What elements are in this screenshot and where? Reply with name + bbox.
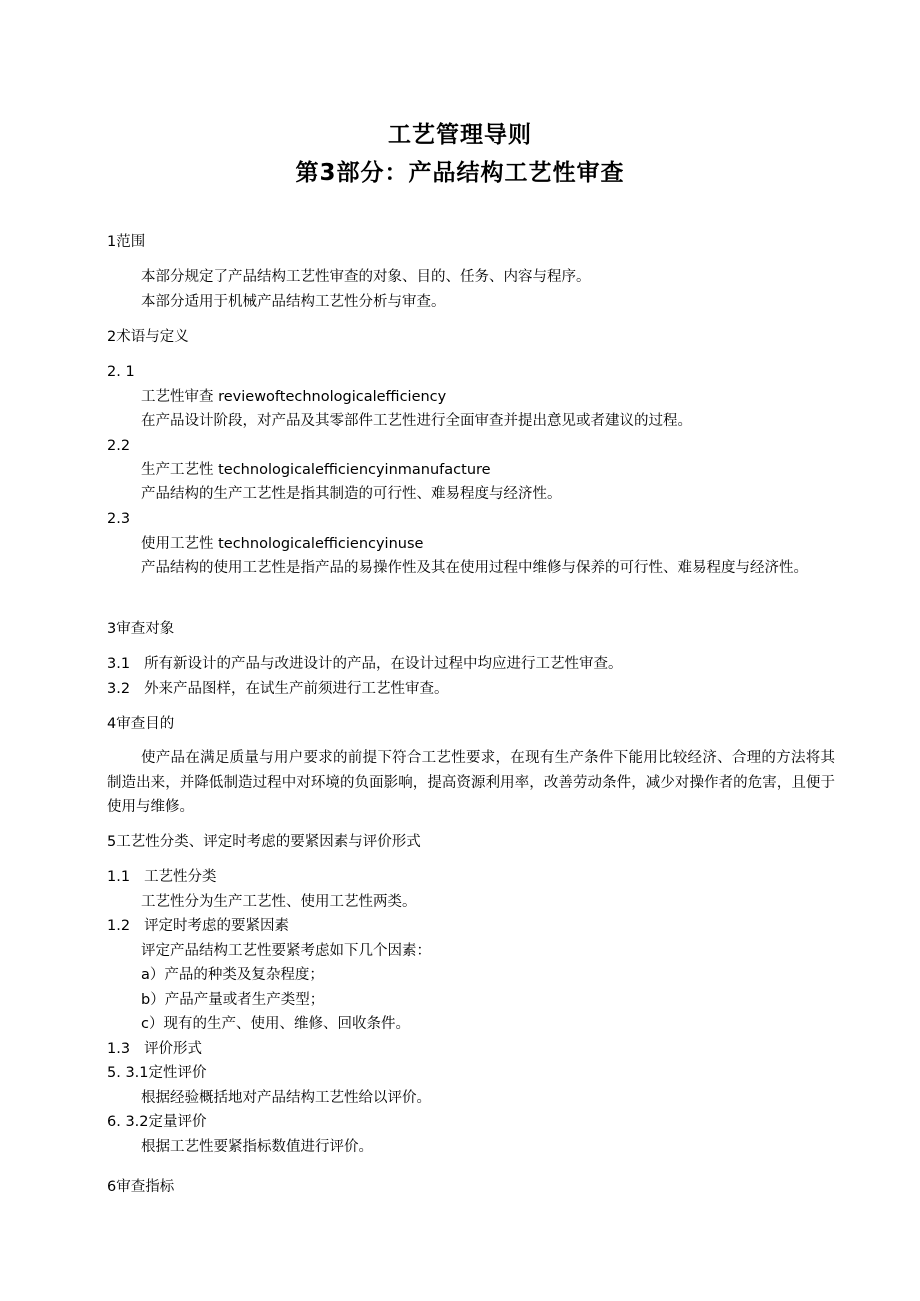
section-1-para-2: 本部分适用于机械产品结构工艺性分析与审查。 <box>141 294 446 310</box>
section-3-item-2 <box>107 679 449 699</box>
term-2-2-number: 2.2 <box>107 438 131 454</box>
item-number: 3.2 <box>107 681 131 697</box>
document-subtitle: 第3部分：产品结构工艺性审查 <box>295 160 625 186</box>
quantitative-evaluation-heading: 6. 3.2定量评价 <box>107 1114 207 1130</box>
factor-a: a）产品的种类及复杂程度； <box>141 967 324 983</box>
term-2-3-definition: 产品结构的使用工艺性是指产品的易操作性及其在使用过程中维修与保养的可行性、难易程度与经济性。 <box>141 560 808 576</box>
item-text: 外来产品图样，在试生产前须进行工艺性审查。 <box>144 681 449 697</box>
term-2-2-definition: 产品结构的生产工艺性是指其制造的可行性、难易程度与经济性。 <box>141 486 562 502</box>
item-number: 1.3 <box>107 1041 131 1057</box>
term-2-1-definition: 在产品设计阶段，对产品及其零部件工艺性进行全面审查并提出意见或者建议的过程。 <box>141 413 692 429</box>
section-1-para-1: 本部分规定了产品结构工艺性审查的对象、目的、任务、内容与程序。 <box>141 269 591 285</box>
section-4-heading: 4审查目的 <box>107 716 175 732</box>
quantitative-evaluation-text: 根据工艺性要紧指标数值进行评价。 <box>141 1139 373 1155</box>
term-2-1-number: 2. 1 <box>107 364 135 380</box>
qualitative-evaluation-heading: 5. 3.1定性评价 <box>107 1065 207 1081</box>
term-2-3-number: 2.3 <box>107 511 131 527</box>
subsection-1-3-heading <box>107 1039 202 1059</box>
item-number: 1.2 <box>107 918 131 934</box>
subsection-1-1-text: 工艺性分为生产工艺性、使用工艺性两类。 <box>141 894 417 910</box>
term-2-2-name: 生产工艺性 technologicalefficiencyinmanufacture <box>141 462 491 478</box>
item-title: 评价形式 <box>144 1041 203 1057</box>
subsection-1-1-heading <box>107 867 217 887</box>
section-2-heading: 2术语与定义 <box>107 329 189 345</box>
item-number: 1.1 <box>107 869 131 885</box>
item-number: 3.1 <box>107 656 131 672</box>
item-title: 评定时考虑的要紧因素 <box>144 918 290 934</box>
term-2-1-name: 工艺性审查 reviewoftechnologicalefficiency <box>141 389 447 405</box>
factor-b: b）产品产量或者生产类型； <box>141 992 325 1008</box>
subsection-1-2-heading <box>107 916 289 936</box>
section-5-heading: 5工艺性分类、评定时考虑的要紧因素与评价形式 <box>107 834 421 850</box>
section-3-item-1 <box>107 654 623 674</box>
qualitative-evaluation-text: 根据经验概括地对产品结构工艺性给以评价。 <box>141 1090 431 1106</box>
section-4-paragraph: 使产品在满足质量与用户要求的前提下符合工艺性要求，在现有生产条件下能用比较经济、合理的方法将其制造出来，并降低制造过程中对环境的负面影响，提高资源利用率，改善劳动条件，减少对操作者的危害，且便于使用与维修。 <box>107 750 835 815</box>
factor-c: c）现有的生产、使用、维修、回收条件。 <box>141 1016 410 1032</box>
item-title: 工艺性分类 <box>144 869 217 885</box>
document-title: 工艺管理导则 <box>388 122 532 148</box>
subsection-1-2-text: 评定产品结构工艺性要紧考虑如下几个因素： <box>141 943 431 959</box>
section-3-heading: 3审查对象 <box>107 621 175 637</box>
section-6-heading: 6审查指标 <box>107 1179 175 1195</box>
term-2-3-name: 使用工艺性 technologicalefficiencyinuse <box>141 536 424 552</box>
section-1-heading: 1范围 <box>107 234 146 250</box>
item-text: 所有新设计的产品与改进设计的产品，在设计过程中均应进行工艺性审查。 <box>144 656 623 672</box>
